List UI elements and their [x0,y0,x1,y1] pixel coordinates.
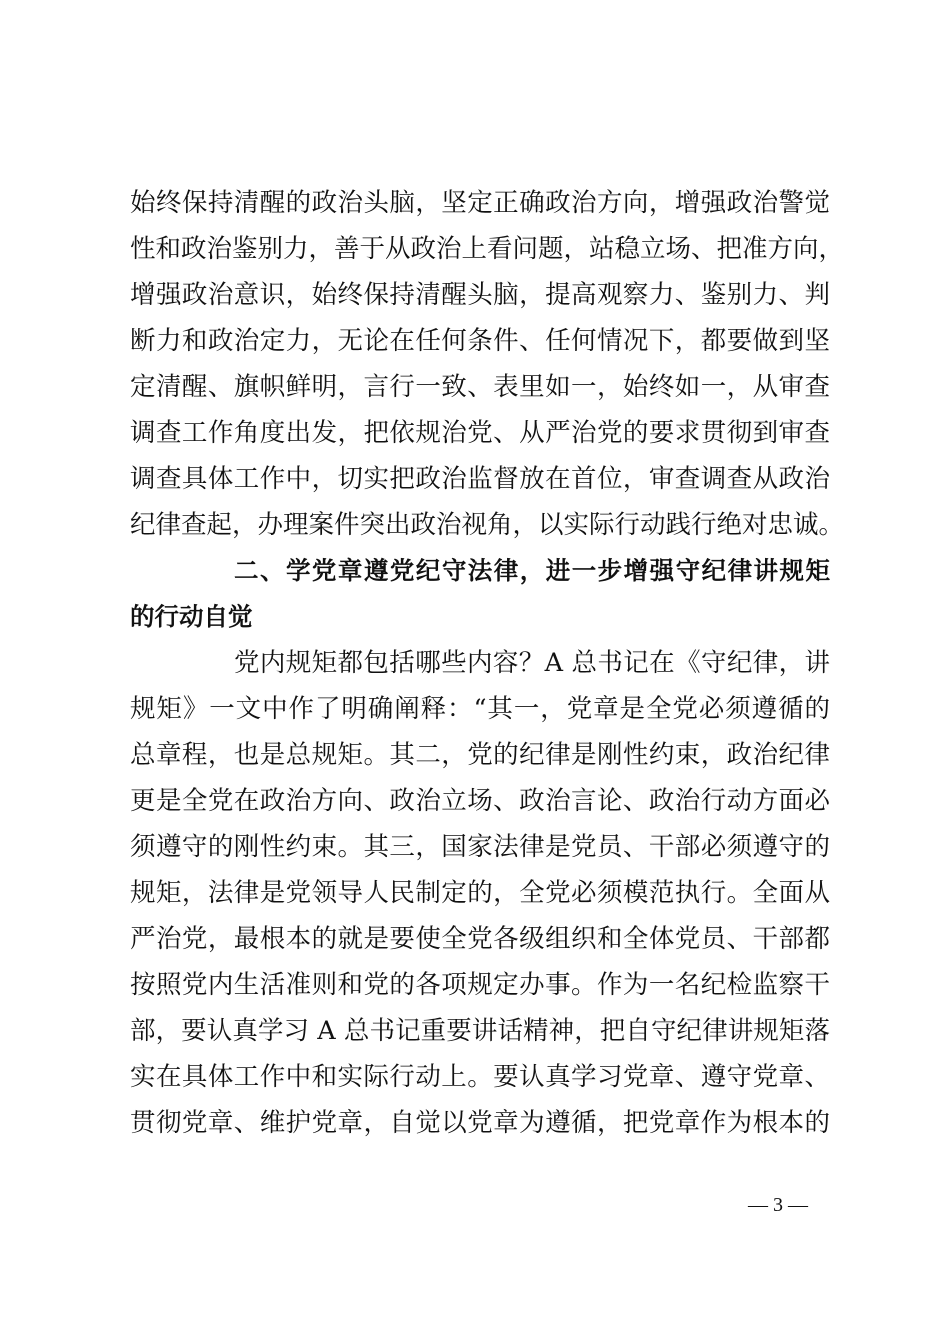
paragraph-line: 规矩》一文中作了明确阐释：“其一，党章是全党必须遵循的 [130,694,830,724]
paragraph-1 [130,180,845,548]
paragraph-line: 调查具体工作中，切实把政治监督放在首位，审查调查从政治 [130,464,830,494]
page-number: — 3 — [748,1194,808,1216]
paragraph-line: 规矩，法律是党领导人民制定的，全党必须模范执行。全面从 [130,878,830,908]
paragraph-line: 性和政治鉴别力，善于从政治上看问题，站稳立场、把准方向， [130,234,845,264]
paragraph-line: 须遵守的刚性约束。其三，国家法律是党员、干部必须遵守的 [130,832,830,862]
paragraph-2 [130,640,830,1146]
paragraph-line: 更是全党在政治方向、政治立场、政治言论、政治行动方面必 [130,786,830,816]
paragraph-line: 总章程，也是总规矩。其二，党的纪律是刚性约束，政治纪律 [130,740,830,770]
paragraph-line: 实在具体工作中和实际行动上。要认真学习党章、遵守党章、 [130,1062,830,1092]
paragraph-line: 断力和政治定力，无论在任何条件、任何情况下，都要做到坚 [130,326,830,356]
paragraph-line: 贯彻党章、维护党章，自觉以党章为遵循，把党章作为根本的 [130,1108,830,1138]
paragraph-line: 党内规矩都包括哪些内容？A 总书记在《守纪律，讲 [234,648,830,678]
paragraph-line: 定清醒、旗帜鲜明，言行一致、表里如一，始终如一，从审查 [130,372,830,402]
paragraph-line: 调查工作角度出发，把依规治党、从严治党的要求贯彻到审查 [130,418,830,448]
section-heading-line: 的行动自觉 [130,602,253,631]
section-heading-line: 二、学党章遵党纪守法律，进一步增强守纪律讲规矩 [234,556,830,585]
paragraph-line: 纪律查起，办理案件突出政治视角，以实际行动践行绝对忠诚。 [130,510,845,540]
paragraph-line: 严治党，最根本的就是要使全党各级组织和全体党员、干部都 [130,924,830,954]
paragraph-line: 部，要认真学习 A 总书记重要讲话精神，把自守纪律讲规矩落 [130,1016,830,1046]
paragraph-line: 增强政治意识，始终保持清醒头脑，提高观察力、鉴别力、判 [130,280,830,310]
section-heading [130,548,830,640]
paragraph-line: 始终保持清醒的政治头脑，坚定正确政治方向，增强政治警觉 [130,188,830,218]
paragraph-line: 按照党内生活准则和党的各项规定办事。作为一名纪检监察干 [130,970,830,1000]
